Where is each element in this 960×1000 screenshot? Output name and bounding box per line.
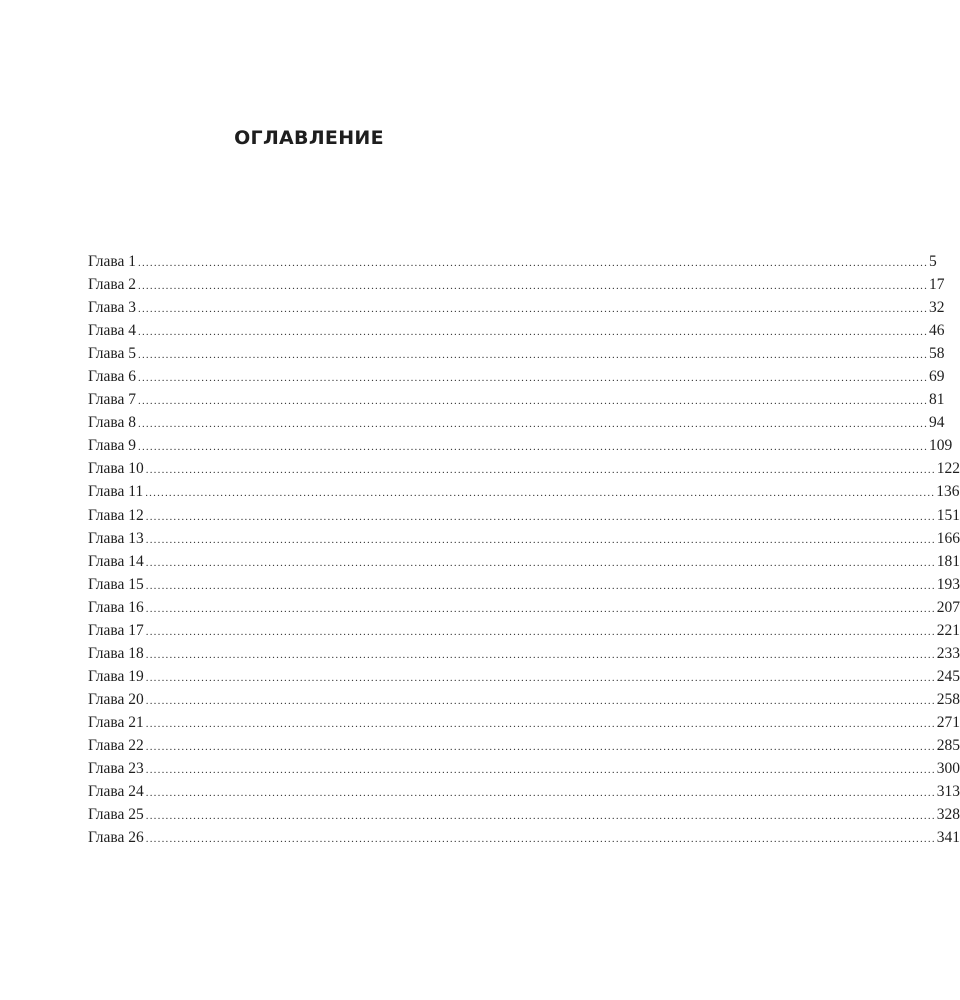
- dot-leader: ........................................................................................................................................................................................................: [138, 303, 929, 316]
- toc-entry-page: 341: [936, 829, 960, 847]
- toc-entry-label: Глава 2: [88, 276, 137, 294]
- toc-entry: [88, 596, 960, 619]
- toc-entry-page: 233: [936, 644, 960, 662]
- table-of-contents: [88, 250, 960, 849]
- dot-leader: ........................................................................................................................................................................................................: [138, 326, 929, 339]
- toc-entry: [88, 826, 960, 849]
- dot-leader: ........................................................................................................................................................................................................: [145, 833, 936, 846]
- toc-entry: [88, 434, 953, 457]
- toc-entry-page: 258: [936, 690, 960, 708]
- toc-entry: [88, 504, 960, 527]
- toc-entry-page: 69: [929, 368, 945, 386]
- toc-entry: [88, 273, 945, 296]
- toc-entry: [88, 665, 960, 688]
- dot-leader: ........................................................................................................................................................................................................: [145, 764, 936, 777]
- toc-entry-label: Глава 11: [88, 483, 144, 501]
- toc-entry-page: 17: [929, 276, 945, 294]
- toc-entry: [88, 688, 960, 711]
- dot-leader: ........................................................................................................................................................................................................: [138, 257, 929, 269]
- toc-entry-label: Глава 19: [88, 667, 144, 685]
- toc-entry-page: 221: [936, 621, 960, 639]
- dot-leader: ........................................................................................................................................................................................................: [138, 280, 929, 293]
- toc-entry-page: 285: [936, 736, 960, 754]
- toc-entry-label: Глава 14: [88, 552, 144, 570]
- toc-entry-label: Глава 21: [88, 713, 144, 731]
- toc-title: ОГЛАВЛЕНИЕ: [234, 127, 384, 149]
- dot-leader: ........................................................................................................................................................................................................: [138, 441, 929, 454]
- dot-leader: ........................................................................................................................................................................................................: [138, 418, 929, 431]
- toc-entry-page: 207: [936, 598, 960, 616]
- toc-entry: [88, 619, 960, 642]
- dot-leader: ........................................................................................................................................................................................................: [145, 648, 936, 661]
- toc-entry: [88, 296, 945, 319]
- toc-entry-label: Глава 9: [88, 437, 137, 455]
- toc-entry-label: Глава 22: [88, 736, 144, 754]
- toc-entry-label: Глава 18: [88, 644, 144, 662]
- toc-entry: [88, 319, 945, 342]
- toc-entry: [88, 527, 960, 550]
- toc-entry-page: 109: [929, 437, 953, 455]
- toc-entry: [88, 411, 945, 434]
- toc-entry-page: 94: [929, 414, 945, 432]
- toc-entry: [88, 342, 945, 365]
- toc-entry-page: 328: [936, 806, 960, 824]
- dot-leader: ........................................................................................................................................................................................................: [145, 510, 936, 523]
- dot-leader: ........................................................................................................................................................................................................: [145, 671, 936, 684]
- toc-entry-page: 300: [936, 760, 960, 778]
- dot-leader: ........................................................................................................................................................................................................: [145, 740, 936, 753]
- toc-entry-page: 46: [929, 322, 945, 340]
- dot-leader: ........................................................................................................................................................................................................: [145, 464, 936, 477]
- toc-entry: [88, 550, 960, 573]
- toc-entry: [88, 803, 960, 826]
- toc-entry-page: 166: [936, 529, 960, 547]
- toc-entry-page: 136: [936, 483, 960, 501]
- toc-entry-page: 58: [929, 345, 945, 363]
- toc-entry-label: Глава 4: [88, 322, 137, 340]
- toc-entry-label: Глава 25: [88, 806, 144, 824]
- toc-entry-page: 193: [936, 575, 960, 593]
- toc-entry-page: 245: [936, 667, 960, 685]
- toc-entry-label: Глава 20: [88, 690, 144, 708]
- dot-leader: ........................................................................................................................................................................................................: [145, 487, 936, 500]
- dot-leader: ........................................................................................................................................................................................................: [145, 602, 936, 615]
- toc-entry: [88, 757, 960, 780]
- toc-entry-label: Глава 5: [88, 345, 137, 363]
- dot-leader: ........................................................................................................................................................................................................: [145, 694, 936, 707]
- toc-entry-label: Глава 10: [88, 460, 144, 478]
- toc-entry: [88, 250, 937, 273]
- toc-entry-page: 271: [936, 713, 960, 731]
- toc-entry: [88, 642, 960, 665]
- toc-entry-page: 32: [929, 299, 945, 317]
- toc-entry-label: Глава 1: [88, 253, 137, 270]
- dot-leader: ........................................................................................................................................................................................................: [138, 395, 929, 408]
- toc-entry-page: 5: [929, 253, 937, 270]
- toc-entry-label: Глава 12: [88, 506, 144, 524]
- toc-entry-label: Глава 7: [88, 391, 137, 409]
- toc-entry-page: 81: [929, 391, 945, 409]
- toc-entry-label: Глава 15: [88, 575, 144, 593]
- toc-entry-page: 122: [936, 460, 960, 478]
- toc-entry: [88, 780, 960, 803]
- toc-entry-label: Глава 17: [88, 621, 144, 639]
- toc-entry-label: Глава 24: [88, 783, 144, 801]
- toc-entry-label: Глава 26: [88, 829, 144, 847]
- dot-leader: ........................................................................................................................................................................................................: [145, 533, 936, 546]
- toc-entry: [88, 734, 960, 757]
- toc-entry-page: 151: [936, 506, 960, 524]
- toc-entry-label: Глава 16: [88, 598, 144, 616]
- toc-entry: [88, 365, 945, 388]
- toc-entry-page: 181: [936, 552, 960, 570]
- toc-entry-label: Глава 23: [88, 760, 144, 778]
- toc-entry-label: Глава 8: [88, 414, 137, 432]
- dot-leader: ........................................................................................................................................................................................................: [138, 349, 929, 362]
- toc-entry-label: Глава 6: [88, 368, 137, 386]
- toc-entry: [88, 711, 960, 734]
- toc-entry-label: Глава 13: [88, 529, 144, 547]
- dot-leader: ........................................................................................................................................................................................................: [138, 372, 929, 385]
- toc-entry: [88, 480, 960, 503]
- toc-entry: [88, 457, 960, 480]
- toc-entry-page: 313: [936, 783, 960, 801]
- dot-leader: ........................................................................................................................................................................................................: [145, 556, 936, 569]
- dot-leader: ........................................................................................................................................................................................................: [145, 787, 936, 800]
- dot-leader: ........................................................................................................................................................................................................: [145, 717, 936, 730]
- toc-entry-label: Глава 3: [88, 299, 137, 317]
- dot-leader: ........................................................................................................................................................................................................: [145, 810, 936, 823]
- dot-leader: ........................................................................................................................................................................................................: [145, 579, 936, 592]
- dot-leader: ........................................................................................................................................................................................................: [145, 625, 936, 638]
- toc-entry: [88, 573, 960, 596]
- toc-entry: [88, 388, 945, 411]
